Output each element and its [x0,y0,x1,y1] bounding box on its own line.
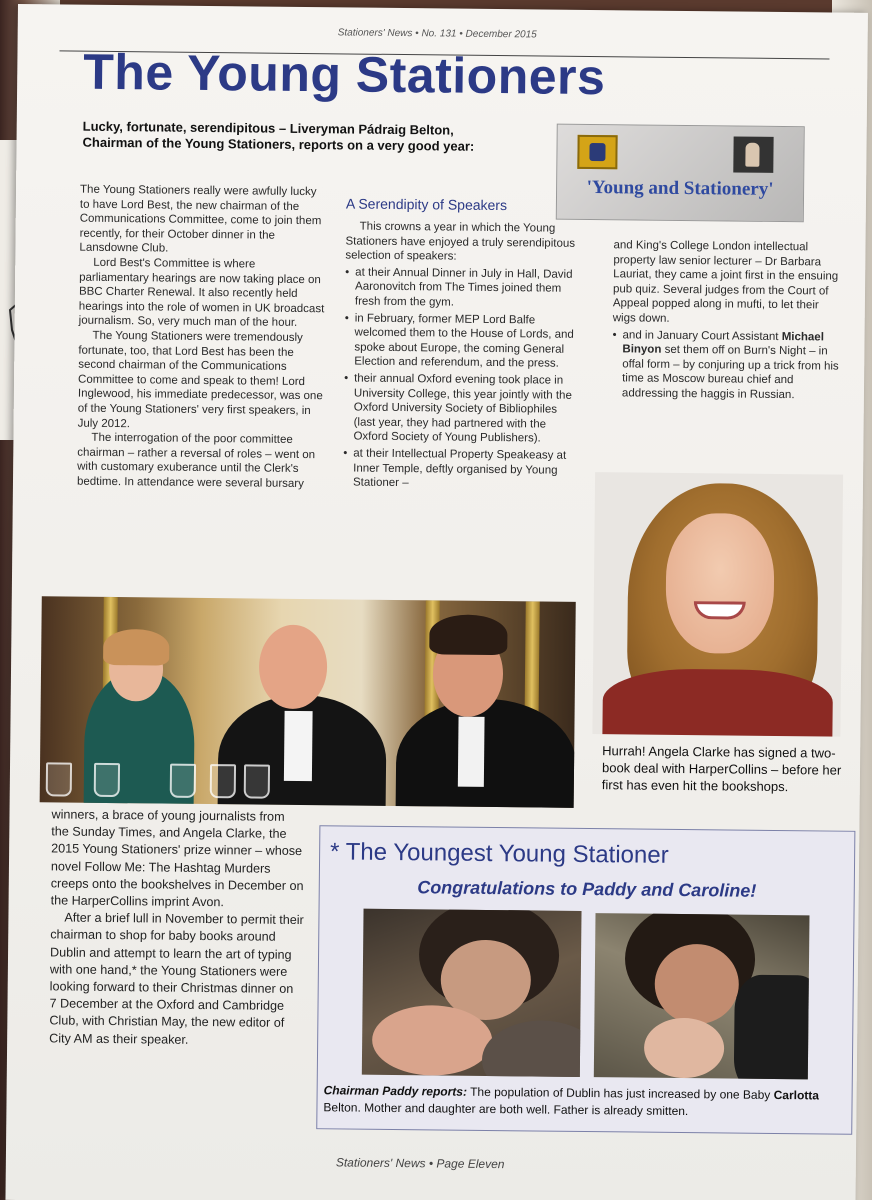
article-column-bottom [49,806,306,1049]
father-baby-photo [594,913,810,1079]
paragraph: This crowns a year in which the Young Stationers have enjoyed a truly serendipitous selection of speakers: [345,220,576,263]
paragraph: After a brief lull in November to permit their chairman to shop for baby books around Dublin and attempt to learn the art of typing with one hand,* the Young Stationers were looking forward to their Christmas dinner on 7 December at the Oxford and Cambridge Club, with Christian May, the new editor of City AM as their speaker. [49,910,304,1047]
paragraph: Lord Best's Committee is where parliamentary hearings are now taking place on BBC Charter Renewal. It also recently held hearings into the role of women in UK broadcast journalism. So, very much man of the hour. [78,256,325,330]
mother-baby-photo [362,909,582,1077]
youngest-stationer-box [316,825,855,1135]
box-caption [323,1082,851,1122]
box-title: * The Youngest Young Stationer [329,838,669,869]
list-item: • at their Intellectual Property Speakeasy at Inner Temple, deftly organised by Young Stationer – [343,446,579,492]
dinner-photo [40,596,576,808]
speaker-list-continued [612,328,845,403]
issue-meta: Stationers' News • No. 131 • December 2015 [337,27,537,41]
speaker-name: Michael Binyon [622,330,824,356]
paragraph: and King's College London intellectual property law senior lecturer – Dr Barbara Lauriat, they came a joint first in the ensuing pub quiz. Several judges from the Court of Appeal popped along in mufti, to let their wigs down. [612,239,839,325]
man-figure-right [395,698,575,808]
baby-name: Carlotta [773,1087,820,1103]
newsletter-page [5,4,867,1200]
list-item [612,328,845,403]
angela-clarke-photo [592,472,843,737]
logo-text: 'Young and Stationery' [586,176,774,200]
box-subtitle: Congratulations to Paddy and Caroline! [417,877,757,901]
bullet-rest: set them off on Burn's Night – in offal form – by conjuring up a trick from his time as Moscow bureau chief and addressing the haggis in Russian. [621,343,839,402]
paragraph: winners, a brace of young journalists from the Sunday Times, and Angela Clarke, the 2015 Young Stationers' prize winner – whose novel Follow Me: The Hashtag Murders creeps onto the bookshelves in December on the HarperCollins imprint Avon. [50,807,304,910]
subhead-speakers: A Serendipity of Speakers [345,195,508,214]
photo-caption-angela: Hurrah! Angela Clarke has signed a two-book deal with HarperCollins – before her first has even hit the bookshops. [601,743,842,795]
caption-lead: Chairman Paddy reports: [323,1083,468,1099]
article-column-1 [77,183,328,492]
young-stationery-logo [556,124,805,223]
list-item: • in February, former MEP Lord Balfe welcomed them to the House of Lords, and spoke about Europe, the coming General Election and referendum, and the press. [344,311,581,372]
paragraph: The Young Stationers really were awfully lucky to have Lord Best, the new chairman of the Communications Committee, come to join them recently, for their October dinner in the Lansdowne Club. [79,183,322,255]
page-footer: Stationers' News • Page Eleven [335,1155,505,1172]
page-title: The Young Stationers [83,43,606,106]
speaker-list [343,265,581,492]
intro-standfirst: Lucky, fortunate, serendipitous – Liveryman Pádraig Belton, Chairman of the Young Stationers, reports on a very good year: [82,118,475,154]
paragraph: The Young Stationers were tremendously fortunate, too, that Lord Best has been the second chairman of the Communications Committee to come and speak to them! Lord Inglewood, his immediate predecessor, was one of the Young Stationers' very first speakers, in July 2012. [77,329,323,430]
caption-end: Belton. Mother and daughter are both well. Father is already smitten. [323,1100,689,1119]
list-item: • their annual Oxford evening took place in University College, this year jointly with the Oxford University Society of Bibliophiles (last year, they had partnered with the Oxford Society of Young Publishers). [343,371,580,446]
speaker-thumbnail [733,137,773,173]
list-item: • at their Annual Dinner in July in Hall, David Aaronovitch from The Times joined them fresh from the gym. [345,265,581,311]
paragraph: The interrogation of the poor committee chairman – rather a reversal of roles – went on with customary exuberance until the Clerk's bedtime. In attendance were several bursary [76,431,316,490]
bullet-prefix: and in January Court Assistant [622,328,779,343]
crest-icon [577,135,617,169]
article-column-2 [343,219,582,494]
article-column-3 [612,238,846,405]
caption-text: The population of Dublin has just increased by one Baby [470,1084,771,1102]
